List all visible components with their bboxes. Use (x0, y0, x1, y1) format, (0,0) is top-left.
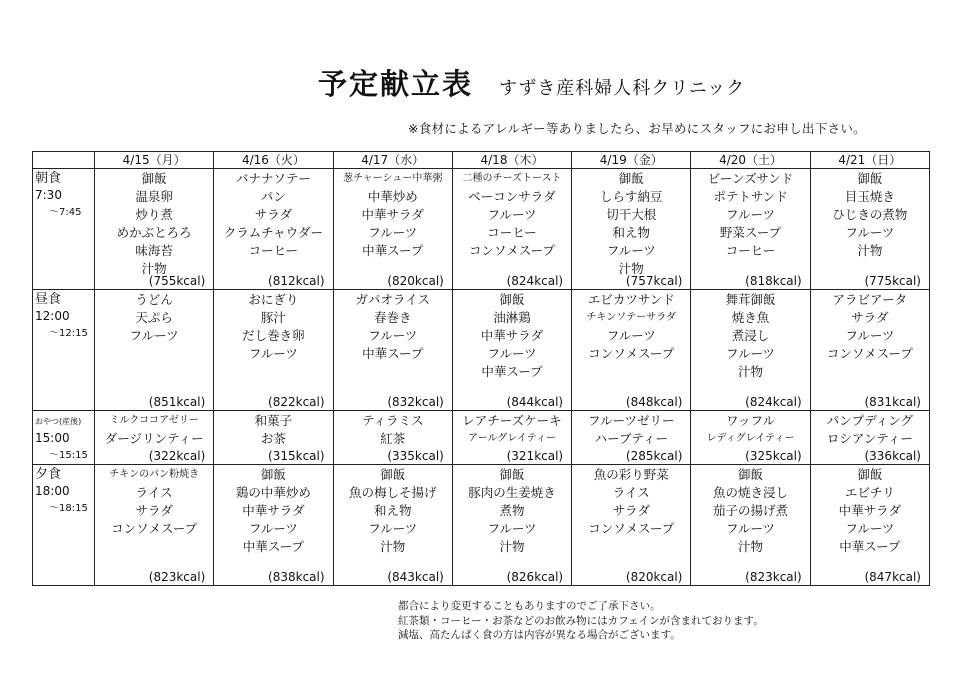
corner-cell (33, 152, 95, 169)
menu-cell-content (95, 290, 213, 410)
kcal-value: (844kcal) (506, 395, 564, 409)
dish-item: フルーツ (487, 521, 537, 536)
dish-item: フルーツ (487, 207, 537, 222)
menu-cell (572, 169, 691, 290)
lunch-label-cell (33, 290, 95, 411)
dish-item: 葱チャーシュー中華粥 (343, 173, 443, 184)
kcal-value: (820kcal) (387, 274, 444, 288)
footer-note: 紅茶類・コーヒー・お茶などのお飲み物にはカフェインが含まれております。 (398, 614, 764, 627)
dish-item: うどん (135, 292, 173, 307)
dish-item: 紅茶 (380, 431, 406, 446)
kcal-value: (757kcal) (625, 274, 683, 288)
footer-notes (398, 599, 764, 643)
kcal-value: (823kcal) (148, 570, 206, 584)
dish-item: 中華スープ (481, 364, 543, 379)
dish-item: 御飯 (499, 467, 525, 482)
allergy-notice: ※食材によるアレルギー等ありましたら、お早めにスタッフにお申し出下さい。 (408, 121, 866, 136)
dish-item: 魚の梅しそ揚げ (348, 485, 437, 500)
dish-item: フルーツ (368, 328, 418, 343)
meal-time-start: 7:30 (35, 188, 62, 202)
dish-item: 和え物 (373, 503, 412, 518)
dish-list (334, 169, 452, 260)
menu-cell-content (334, 411, 452, 464)
menu-cell (214, 411, 333, 465)
dish-list (453, 169, 571, 260)
dinner-row (33, 465, 930, 586)
kcal-value: (848kcal) (625, 395, 683, 409)
menu-cell (691, 290, 810, 411)
kcal-value: (824kcal) (506, 274, 564, 288)
menu-cell-content (95, 169, 213, 289)
dish-item: サラダ (135, 503, 173, 518)
menu-table (32, 151, 930, 586)
dish-item: 炒り煮 (135, 207, 173, 222)
menu-cell-content (453, 465, 571, 585)
meal-time-end: ～18:15 (49, 503, 88, 514)
dish-item: 中華炒め (367, 189, 418, 204)
dish-item: 中華スープ (242, 539, 305, 554)
dish-item: フルーツ (726, 521, 776, 536)
menu-cell-content (95, 465, 213, 585)
date-header: 4/18（木） (452, 152, 571, 169)
meal-name: おやつ (35, 417, 59, 426)
menu-cell (95, 465, 214, 586)
dish-item: パン (260, 189, 286, 204)
dish-list (811, 290, 929, 363)
dish-item: エビカツサンド (587, 292, 675, 307)
dish-item: エビチリ (844, 485, 895, 500)
dish-item: フルーツ (248, 521, 298, 536)
dish-list (334, 290, 452, 363)
kcal-value: (315kcal) (268, 449, 325, 463)
date-header: 4/17（水） (333, 152, 452, 169)
breakfast-row (33, 169, 930, 290)
footer-note: 都合により変更することもありますのでご了承下さい。 (398, 600, 661, 612)
snack-label-cell (33, 411, 95, 465)
menu-cell-content (453, 411, 571, 464)
menu-cell-content (691, 169, 809, 289)
menu-cell-content (453, 169, 571, 289)
dish-list (811, 465, 929, 556)
dish-list (572, 290, 690, 363)
dish-item: 汁物 (618, 261, 644, 276)
kcal-value: (325kcal) (745, 449, 802, 463)
dish-list (453, 411, 571, 448)
menu-cell-content (453, 290, 571, 410)
kcal-value: (322kcal) (148, 449, 206, 463)
dish-item: 天ぷら (135, 310, 173, 325)
dish-item: パンプディング (826, 413, 913, 428)
dish-list (214, 465, 332, 556)
menu-cell-content (691, 411, 809, 464)
kcal-value: (847kcal) (864, 570, 921, 584)
menu-cell (691, 169, 810, 290)
dish-item: チキンのパン粉焼き (109, 469, 200, 480)
menu-cell (95, 411, 214, 465)
menu-cell (95, 169, 214, 290)
meal-name: 夕食 (35, 467, 62, 482)
dish-item: フルーツ (487, 346, 537, 361)
dish-item: ガパオライス (355, 292, 430, 307)
dish-item: フルーツ (606, 243, 656, 258)
kcal-value: (838kcal) (268, 570, 325, 584)
dish-item: 茄子の揚げ煮 (713, 503, 789, 518)
menu-cell (572, 290, 691, 411)
dinner-label-cell (33, 465, 95, 586)
dish-item: 汁物 (738, 539, 764, 554)
dish-item: めかぶとろろ (116, 225, 192, 240)
dish-item: クラムチャウダー (223, 225, 323, 240)
dish-item: 中華スープ (839, 539, 901, 554)
menu-cell (572, 465, 691, 586)
dish-list (691, 411, 809, 448)
dish-item: フルーツ (845, 521, 895, 536)
menu-cell-content (334, 169, 452, 289)
meal-name: 朝食 (35, 171, 62, 186)
dish-item: 味海苔 (135, 243, 173, 258)
meal-time-end: ～12:15 (49, 328, 88, 339)
kcal-value: (812kcal) (268, 274, 325, 288)
dish-list (811, 411, 929, 448)
menu-cell (333, 290, 452, 411)
menu-cell-content (214, 411, 332, 464)
dish-item: チキンソテーサラダ (586, 312, 677, 323)
dish-item: ロシアンティー (826, 431, 913, 446)
menu-cell-content (214, 169, 332, 289)
menu-cell (214, 290, 333, 411)
dish-item: おにぎり (248, 292, 299, 307)
dish-item: 御飯 (499, 292, 525, 307)
dish-list (572, 169, 690, 278)
menu-cell (214, 169, 333, 290)
menu-cell (572, 411, 691, 465)
dish-item: フルーツ (248, 346, 298, 361)
dish-item: ひじきの煮物 (832, 207, 908, 222)
dish-item: 中華サラダ (838, 503, 902, 518)
kcal-value: (824kcal) (745, 395, 802, 409)
menu-cell-content (572, 465, 690, 585)
menu-cell-content (214, 290, 332, 410)
dish-item: フルーツ (726, 207, 776, 222)
menu-cell-content (811, 290, 929, 410)
dish-item: 中華スープ (362, 243, 424, 258)
dish-item: バナナソテー (235, 171, 311, 186)
kcal-value: (285kcal) (625, 449, 683, 463)
dish-item: 中華サラダ (242, 503, 305, 518)
dish-list (453, 290, 571, 381)
dish-item: 野菜スープ (719, 225, 782, 240)
kcal-value: (755kcal) (148, 274, 206, 288)
meal-name: 昼食 (35, 292, 62, 307)
dish-item: 汁物 (499, 539, 525, 554)
dish-item: ティラミス (361, 413, 424, 428)
date-header-row (33, 152, 930, 169)
dish-item: フルーツ (845, 225, 895, 240)
kcal-value: (843kcal) (387, 570, 444, 584)
menu-cell-content (691, 465, 809, 585)
kcal-value: (321kcal) (506, 449, 564, 463)
dish-item: アラビアータ (832, 292, 908, 307)
dish-list (95, 169, 213, 278)
dish-item: 中華サラダ (361, 207, 424, 222)
dish-item: 中華スープ (362, 346, 424, 361)
dish-item: コンソメスープ (826, 346, 913, 361)
dish-item: お茶 (260, 431, 286, 446)
menu-cell-content (214, 465, 332, 585)
menu-cell (691, 465, 810, 586)
header (318, 62, 745, 103)
dish-item: コンソメスープ (588, 346, 675, 361)
dish-item: コンソメスープ (468, 243, 555, 258)
dish-item: しらす納豆 (600, 189, 663, 204)
dish-item: フルーツ (726, 346, 776, 361)
dish-item: ベーコンサラダ (468, 189, 556, 204)
lunch-row (33, 290, 930, 411)
menu-cell-content (334, 465, 452, 585)
meal-time-start: 15:00 (35, 431, 70, 445)
dish-list (691, 290, 809, 381)
kcal-value: (818kcal) (745, 274, 802, 288)
dish-item: 和え物 (612, 225, 651, 240)
dish-item: レディグレイティー (706, 433, 795, 444)
menu-cell (333, 465, 452, 586)
dish-item: だし巻き卵 (242, 328, 305, 343)
dish-item: 御飯 (141, 171, 167, 186)
dish-item: 鶏の中華炒め (235, 485, 311, 500)
kcal-value: (775kcal) (864, 274, 921, 288)
meal-name-sub: (産後) (59, 417, 82, 426)
dish-item: 豚肉の生姜焼き (468, 485, 556, 500)
kcal-value: (823kcal) (745, 570, 802, 584)
kcal-value: (826kcal) (506, 570, 564, 584)
menu-cell (333, 411, 452, 465)
meal-time-start: 18:00 (35, 484, 70, 498)
dish-list (334, 411, 452, 448)
dish-item: 中華サラダ (480, 328, 544, 343)
menu-cell (691, 411, 810, 465)
dish-item: 豚汁 (260, 310, 286, 325)
dish-item: フルーツ (845, 328, 895, 343)
dish-item: 御飯 (857, 467, 883, 482)
dish-item: 煮浸し (731, 328, 770, 343)
menu-cell (214, 465, 333, 586)
kcal-value: (831kcal) (864, 395, 921, 409)
date-header: 4/15（月） (95, 152, 214, 169)
dish-item: 御飯 (857, 171, 883, 186)
dish-list (95, 465, 213, 538)
dish-item: ビーンズサンド (707, 171, 794, 186)
dish-item: 温泉卵 (135, 189, 173, 204)
menu-cell-content (572, 411, 690, 464)
dish-list (572, 411, 690, 448)
dish-item: 汁物 (380, 539, 406, 554)
menu-cell (333, 169, 452, 290)
dish-item: コーヒー (248, 243, 299, 258)
date-header: 4/19（金） (572, 152, 691, 169)
dish-list (691, 169, 809, 260)
meal-time-start: 12:00 (35, 309, 70, 323)
menu-cell-content (811, 465, 929, 585)
dish-item: フルーツ (606, 328, 656, 343)
menu-cell (95, 290, 214, 411)
kcal-value: (822kcal) (268, 395, 325, 409)
dish-item: ライス (135, 485, 173, 500)
dish-item: 煮物 (499, 503, 525, 518)
date-header: 4/20（土） (691, 152, 810, 169)
menu-cell (452, 290, 571, 411)
dish-item: 二種のチーズトースト (462, 173, 562, 184)
menu-cell (810, 290, 929, 411)
dish-item: サラダ (254, 207, 293, 222)
dish-item: 和菓子 (254, 413, 293, 428)
clinic-name: すずき産科婦人科クリニック (499, 78, 746, 99)
kcal-value: (832kcal) (387, 395, 444, 409)
dish-item: 切干大根 (606, 207, 657, 222)
dish-list (214, 411, 332, 448)
dish-item: フルーツゼリー (588, 413, 675, 428)
dish-list (95, 290, 213, 345)
dish-item: 春巻き (373, 310, 412, 325)
dish-item: コーヒー (487, 225, 537, 240)
dish-item: 御飯 (738, 467, 764, 482)
meal-time-end: ～15:15 (49, 450, 88, 461)
menu-cell-content (811, 169, 929, 289)
dish-list (214, 290, 332, 363)
menu-cell (452, 169, 571, 290)
dish-list (95, 411, 213, 448)
breakfast-label-cell (33, 169, 95, 290)
dish-list (811, 169, 929, 260)
menu-cell-content (811, 411, 929, 464)
dish-item: 御飯 (618, 171, 644, 186)
dish-list (334, 465, 452, 556)
dish-item: 御飯 (260, 467, 286, 482)
dish-item: 舞茸御飯 (725, 292, 776, 307)
kcal-value: (820kcal) (625, 570, 683, 584)
dish-item: ミルクココアゼリー (109, 415, 199, 426)
dish-item: フルーツ (368, 225, 418, 240)
menu-cell-content (691, 290, 809, 410)
dish-list (691, 465, 809, 556)
dish-item: サラダ (851, 310, 889, 325)
dish-item: 魚の焼き浸し (713, 485, 789, 500)
menu-cell (810, 465, 929, 586)
footer-note: 減塩、高たんぱく食の方は内容が異なる場合がございます。 (398, 629, 681, 641)
snack-row (33, 411, 930, 465)
page-title: 予定献立表 (318, 67, 474, 101)
dish-item: 汁物 (141, 261, 167, 276)
kcal-value: (851kcal) (148, 395, 206, 409)
dish-list (572, 465, 690, 538)
date-header: 4/21（日） (810, 152, 929, 169)
dish-list (214, 169, 332, 260)
dish-item: コーヒー (725, 243, 776, 258)
dish-item: 目玉焼き (844, 189, 895, 204)
dish-item: レアチーズケーキ (462, 413, 562, 428)
dish-item: サラダ (612, 503, 650, 518)
menu-cell (810, 169, 929, 290)
dish-item: 御飯 (380, 467, 406, 482)
menu-cell-content (95, 411, 213, 464)
dish-item: 焼き魚 (731, 310, 770, 325)
menu-cell (810, 411, 929, 465)
dish-item: フルーツ (129, 328, 179, 343)
kcal-value: (335kcal) (387, 449, 444, 463)
menu-cell (452, 411, 571, 465)
menu-cell (452, 465, 571, 586)
dish-list (453, 465, 571, 556)
dish-item: ポテトサンド (713, 189, 788, 204)
dish-item: 汁物 (857, 243, 883, 258)
dish-item: 汁物 (738, 364, 764, 379)
dish-item: ダージリンティー (104, 431, 204, 446)
menu-cell-content (572, 169, 690, 289)
dish-item: フルーツ (368, 521, 418, 536)
dish-item: アールグレイティー (467, 433, 556, 444)
menu-cell-content (334, 290, 452, 410)
dish-item: コンソメスープ (111, 521, 198, 536)
dish-item: コンソメスープ (588, 521, 675, 536)
kcal-value: (336kcal) (864, 449, 921, 463)
meal-time-end: ～7:45 (49, 207, 82, 218)
dish-item: ハーブティー (594, 431, 668, 446)
date-header: 4/16（火） (214, 152, 333, 169)
dish-item: ワッフル (726, 413, 775, 428)
dish-item: ライス (612, 485, 650, 500)
dish-item: 油淋鶏 (493, 310, 531, 325)
dish-item: 魚の彩り野菜 (593, 467, 669, 482)
menu-cell-content (572, 290, 690, 410)
